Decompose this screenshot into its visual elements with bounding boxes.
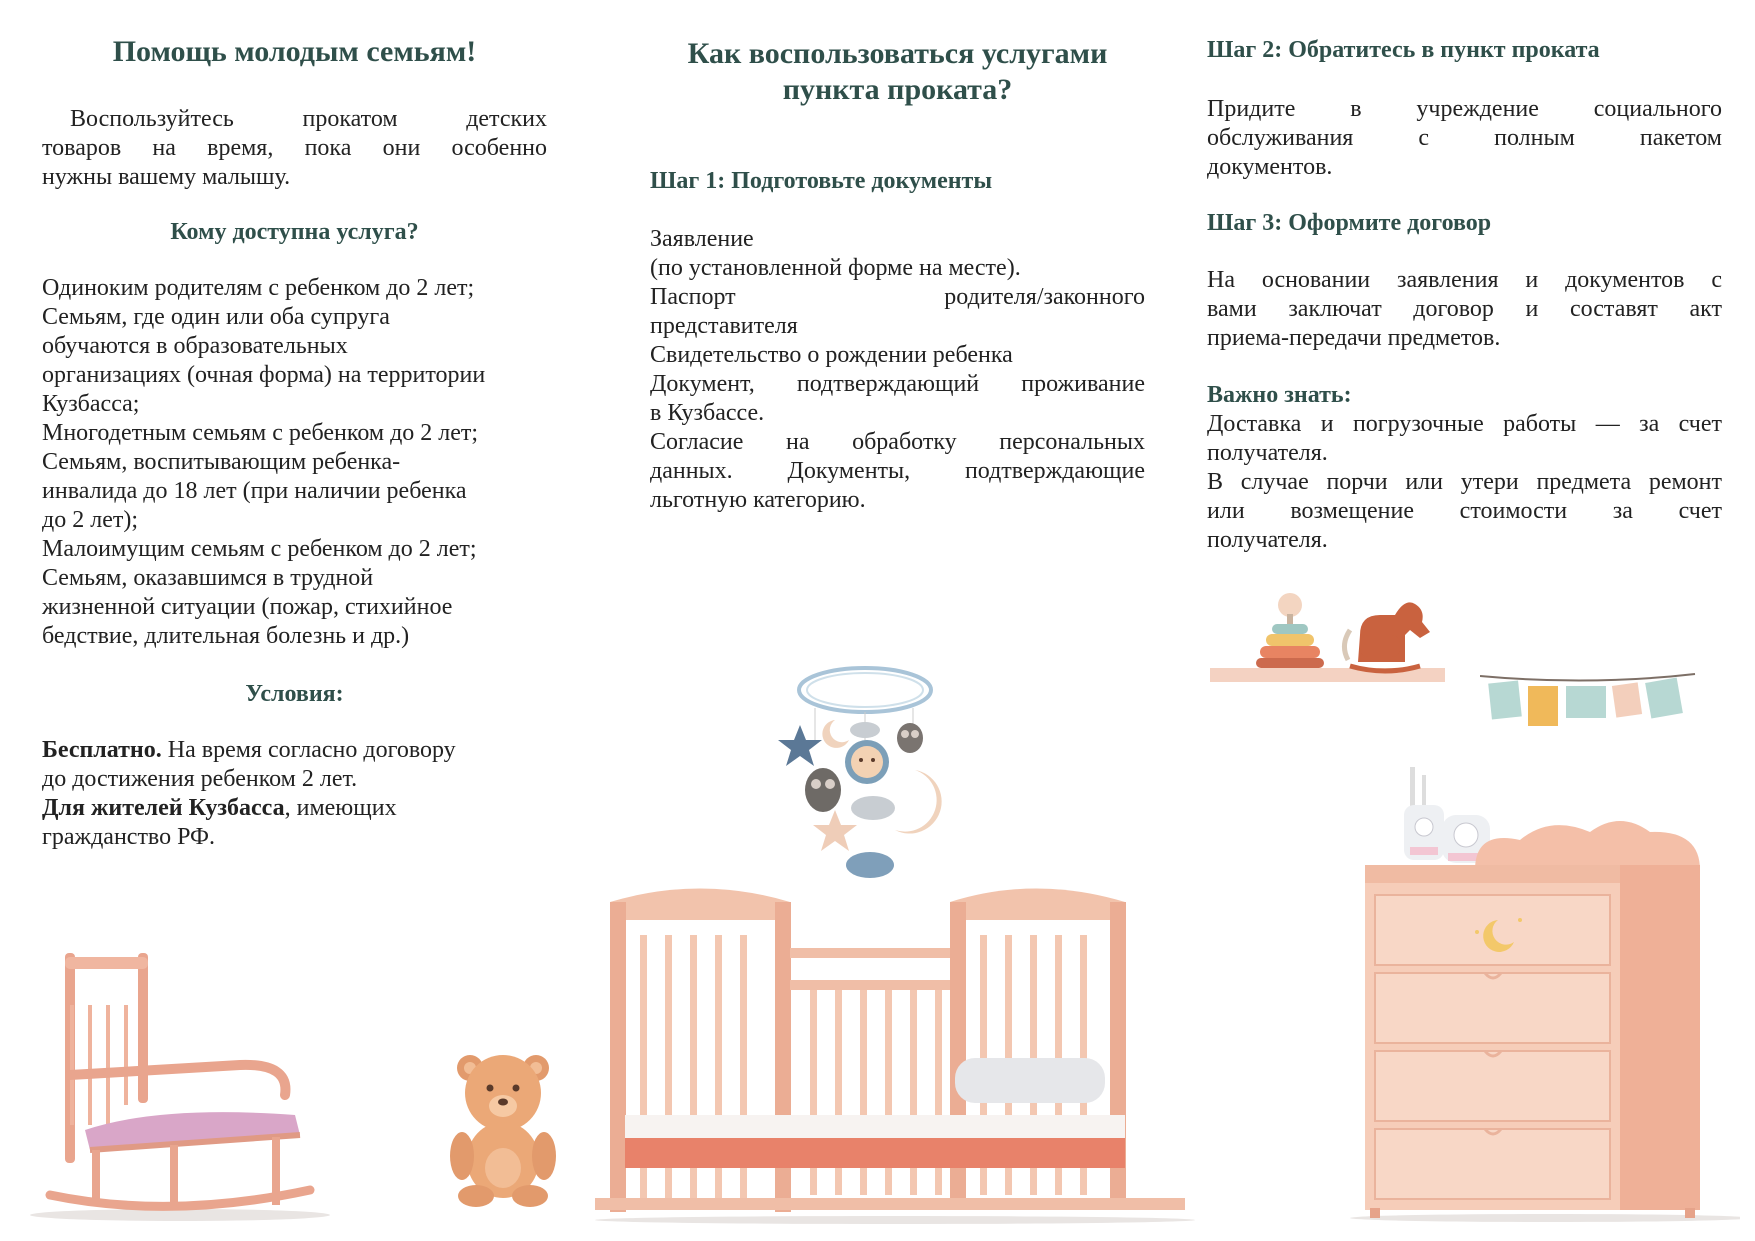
step3-text xyxy=(1207,266,1722,353)
step2-line: документов. xyxy=(1207,154,1333,180)
important-text xyxy=(1207,410,1722,555)
who-line: жизненной ситуации (пожар, стихийное xyxy=(42,594,453,620)
step1-line: Согласие на обработку персональных xyxy=(650,429,1145,455)
important-line: получателя. xyxy=(1207,440,1328,466)
residents-line2: гражданство РФ. xyxy=(42,824,215,850)
step1-line: Заявление xyxy=(650,226,754,252)
step1-line: в Кузбассе. xyxy=(650,400,765,426)
free-rest: На время согласно договору xyxy=(161,737,456,763)
who-line: Семьям, оказавшимся в трудной xyxy=(42,565,374,591)
step1-line: Паспорт родителя/законного xyxy=(650,284,1145,310)
who-heading: Кому доступна услуга? xyxy=(170,219,419,245)
teddy-bear-illustration xyxy=(448,1048,558,1208)
who-line: до 2 лет); xyxy=(42,507,138,533)
step1-line: представителя xyxy=(650,313,798,339)
step2-text xyxy=(1207,95,1722,182)
how-to-title-line: Как воспользоваться услугами xyxy=(687,37,1108,70)
step2-heading: Шаг 2: Обратитесь в пункт проката xyxy=(1207,37,1600,63)
important-line: или возмещение стоимости за счет xyxy=(1207,498,1722,524)
step3-line: приема-передачи предметов. xyxy=(1207,325,1501,351)
residents-bold: Для жителей Кузбасса xyxy=(42,795,285,821)
step1-heading: Шаг 1: Подготовьте документы xyxy=(650,168,993,194)
step1-line: Документ, подтверждающий проживание xyxy=(650,371,1145,397)
who-line: Одиноким родителям с ребенком до 2 лет; xyxy=(42,275,475,301)
important-line: В случае порчи или утери предмета ремонт xyxy=(1207,469,1722,495)
intro-line: товаров на время, пока они особенно xyxy=(42,135,547,161)
who-line: Многодетным семьям с ребенком до 2 лет; xyxy=(42,420,479,446)
garland-illustration xyxy=(1480,672,1700,742)
who-line: Кузбасса; xyxy=(42,391,140,417)
who-line: обучаются в образовательных xyxy=(42,333,348,359)
step1-list xyxy=(650,225,1145,515)
step3-line: На основании заявления и документов с xyxy=(1207,267,1722,293)
important-line: Доставка и погрузочные работы — за счет xyxy=(1207,411,1722,437)
step1-line: данных. Документы, подтверждающие xyxy=(650,458,1145,484)
who-line: Семьям, где один или оба супруга xyxy=(42,304,390,330)
step1-line: Свидетельство о рождении ребенка xyxy=(650,342,1013,368)
who-list xyxy=(42,274,547,651)
how-to-title xyxy=(620,36,1175,108)
page-title: Помощь молодым семьям! xyxy=(112,35,477,68)
intro-paragraph xyxy=(42,105,547,192)
conditions-text xyxy=(42,736,547,852)
toy-shelf-illustration xyxy=(1210,590,1455,685)
step1-line: льготную категорию. xyxy=(650,487,866,513)
step2-line: Придите в учреждение социального xyxy=(1207,96,1722,122)
free-line2: до достижения ребенком 2 лет. xyxy=(42,766,358,792)
baby-mobile-illustration xyxy=(775,660,955,890)
who-line: инвалида до 18 лет (при наличии ребенка xyxy=(42,478,467,504)
how-to-title-line: пункта проката? xyxy=(782,73,1013,106)
free-bold: Бесплатно. xyxy=(42,737,162,763)
step2-line: обслуживания с полным пакетом xyxy=(1207,125,1722,151)
crib-illustration xyxy=(585,880,1205,1225)
conditions-heading: Условия: xyxy=(245,681,344,707)
who-line: Семьям, воспитывающим ребенка- xyxy=(42,449,401,475)
who-line: бедствие, длительная болезнь и др.) xyxy=(42,623,410,649)
important-heading: Важно знать: xyxy=(1207,382,1352,408)
residents-rest: , имеющих xyxy=(284,795,397,821)
intro-line: Воспользуйтесь прокатом детских xyxy=(70,106,547,132)
step3-heading: Шаг 3: Оформите договор xyxy=(1207,210,1492,236)
important-line: получателя. xyxy=(1207,527,1328,553)
rocking-chair-illustration xyxy=(10,945,340,1225)
intro-line: нужны вашему малышу. xyxy=(42,164,291,190)
dresser-illustration xyxy=(1320,810,1740,1225)
step3-line: вами заключат договор и составят акт xyxy=(1207,296,1722,322)
who-line: Малоимущим семьям с ребенком до 2 лет; xyxy=(42,536,477,562)
who-line: организациях (очная форма) на территории xyxy=(42,362,486,388)
step1-line: (по установленной форме на месте). xyxy=(650,255,1021,281)
